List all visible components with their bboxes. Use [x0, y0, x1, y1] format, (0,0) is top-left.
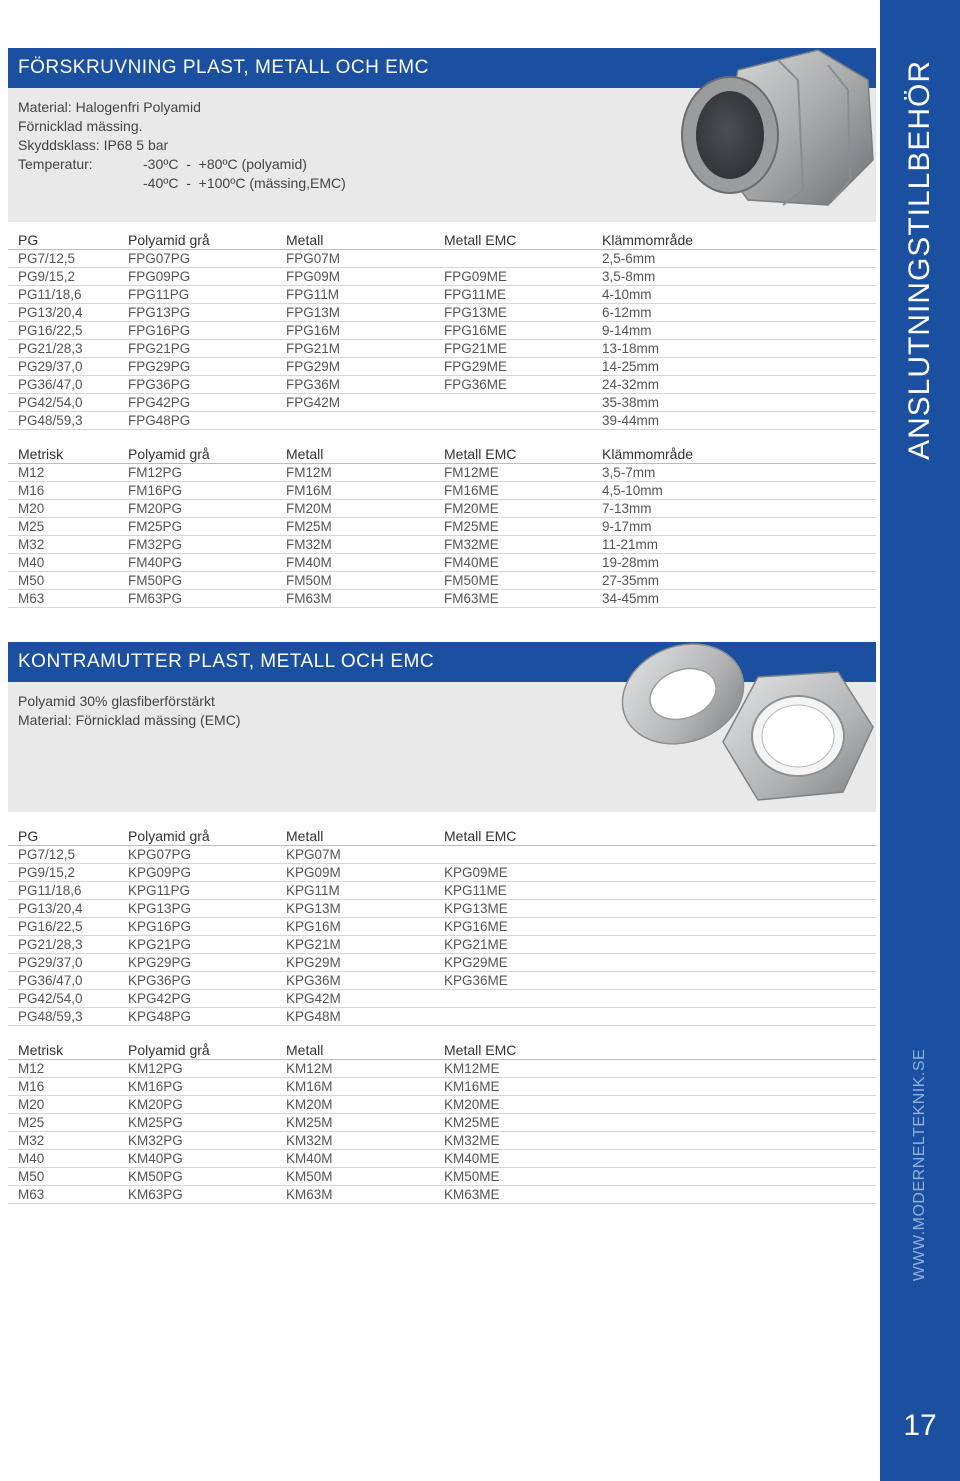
table-row	[8, 536, 876, 554]
table-row	[8, 900, 876, 918]
table-cell: 34-45mm	[592, 590, 876, 608]
table-cell: 35-38mm	[592, 394, 876, 412]
table-cell: KPG09ME	[434, 864, 876, 882]
table-cell: PG16/22,5	[8, 322, 118, 340]
table-cell: FPG29M	[276, 358, 434, 376]
locknut-info-line: Material: Förnicklad mässing (EMC)	[18, 712, 241, 728]
table-row	[8, 1078, 876, 1096]
table-cell: KM20PG	[118, 1096, 276, 1114]
table-header-row	[8, 826, 876, 846]
table-cell: PG42/54,0	[8, 394, 118, 412]
locknut-photo	[608, 632, 878, 810]
table-cell: KPG07PG	[118, 846, 276, 864]
sidebar-title: ANSLUTNINGSTILLBEHÖR	[903, 59, 936, 461]
table-cell: KPG16ME	[434, 918, 876, 936]
table-cell: KM25PG	[118, 1114, 276, 1132]
table-cell: FPG36M	[276, 376, 434, 394]
table-cell: M63	[8, 1186, 118, 1204]
table-row	[8, 1150, 876, 1168]
sidebar-website-area	[880, 1020, 960, 1310]
table-cell: FPG21PG	[118, 340, 276, 358]
table-row	[8, 1114, 876, 1132]
temperature-value: -30ºC - +80ºC (polyamid)	[143, 156, 307, 172]
table-row	[8, 322, 876, 340]
column-header: Polyamid grå	[118, 826, 276, 846]
table-cell: KPG11M	[276, 882, 434, 900]
table-cell: KM40M	[276, 1150, 434, 1168]
table-cell: KM32M	[276, 1132, 434, 1150]
table-cell: KPG48PG	[118, 1008, 276, 1026]
table-cell: KM12PG	[118, 1060, 276, 1078]
table-cell: 14-25mm	[592, 358, 876, 376]
table-cell: FM25ME	[434, 518, 592, 536]
table-row	[8, 846, 876, 864]
table-cell: KPG48M	[276, 1008, 434, 1026]
table-row	[8, 1008, 876, 1026]
table-cell: 6-12mm	[592, 304, 876, 322]
table-cell: KPG42PG	[118, 990, 276, 1008]
table-header-row	[8, 444, 876, 464]
table-cell: FM12PG	[118, 464, 276, 482]
table-row	[8, 1132, 876, 1150]
table-cell: PG7/12,5	[8, 846, 118, 864]
table-cell: 11-21mm	[592, 536, 876, 554]
table-cell: 2,5-6mm	[592, 250, 876, 268]
table-cell: M50	[8, 572, 118, 590]
website-link[interactable]: WWW.MODERNELTEKNIK.SE	[911, 1048, 928, 1282]
table-cell: KM25M	[276, 1114, 434, 1132]
table-row	[8, 864, 876, 882]
table-cell: KPG21PG	[118, 936, 276, 954]
table-cell: KPG29PG	[118, 954, 276, 972]
table-cell: M16	[8, 482, 118, 500]
gland-metric-rows	[8, 464, 876, 608]
table-cell: PG9/15,2	[8, 864, 118, 882]
table-cell: KPG16PG	[118, 918, 276, 936]
table-cell: KPG11PG	[118, 882, 276, 900]
table-cell: PG36/47,0	[8, 376, 118, 394]
table-cell: FM63ME	[434, 590, 592, 608]
table-cell: FM12ME	[434, 464, 592, 482]
table-cell: M12	[8, 464, 118, 482]
table-cell: FM16ME	[434, 482, 592, 500]
table-cell: FPG07PG	[118, 250, 276, 268]
table-cell: FPG16M	[276, 322, 434, 340]
table-row	[8, 572, 876, 590]
gland-info-line: Material: Halogenfri Polyamid	[18, 99, 201, 115]
table-cell: FM32ME	[434, 536, 592, 554]
table-row	[8, 464, 876, 482]
table-cell: FM32M	[276, 536, 434, 554]
table-cell: FM20PG	[118, 500, 276, 518]
table-cell: M12	[8, 1060, 118, 1078]
table-cell: M50	[8, 1168, 118, 1186]
table-cell	[434, 990, 876, 1008]
table-cell: FPG36PG	[118, 376, 276, 394]
temperature-value: -40ºC - +100ºC (mässing,EMC)	[143, 175, 346, 191]
table-cell: FPG16ME	[434, 322, 592, 340]
table-cell: KPG09M	[276, 864, 434, 882]
table-row	[8, 990, 876, 1008]
locknut-section-header	[8, 642, 876, 812]
table-cell: FPG29PG	[118, 358, 276, 376]
column-header: Metall	[276, 826, 434, 846]
table-cell: KM40PG	[118, 1150, 276, 1168]
table-row	[8, 250, 876, 268]
table-row	[8, 936, 876, 954]
table-cell: 4-10mm	[592, 286, 876, 304]
table-cell: KM63PG	[118, 1186, 276, 1204]
table-row	[8, 1060, 876, 1078]
table-cell: 19-28mm	[592, 554, 876, 572]
table-cell: FM63M	[276, 590, 434, 608]
table-cell: KM63M	[276, 1186, 434, 1204]
table-row	[8, 918, 876, 936]
table-cell: 13-18mm	[592, 340, 876, 358]
table-cell: FM12M	[276, 464, 434, 482]
table-cell: FM25PG	[118, 518, 276, 536]
gland-info-line: Förnicklad mässing.	[18, 118, 143, 134]
table-cell: M25	[8, 518, 118, 536]
table-row	[8, 500, 876, 518]
table-cell: KM20ME	[434, 1096, 876, 1114]
table-cell: FM40M	[276, 554, 434, 572]
table-cell: KM16PG	[118, 1078, 276, 1096]
table-cell: FPG13ME	[434, 304, 592, 322]
table-header-row	[8, 230, 876, 250]
column-header: PG	[8, 826, 118, 846]
table-cell: KM50PG	[118, 1168, 276, 1186]
table-cell: KM50M	[276, 1168, 434, 1186]
table-cell: KM16M	[276, 1078, 434, 1096]
table-cell: M32	[8, 1132, 118, 1150]
table-cell: FPG42M	[276, 394, 434, 412]
temperature-label: Temperatur:	[18, 156, 93, 172]
column-header: Metall	[276, 444, 434, 464]
gland-section-title: FÖRSKRUVNING PLAST, METALL OCH EMC	[8, 48, 876, 88]
table-cell: KM63ME	[434, 1186, 876, 1204]
table-cell: FM25M	[276, 518, 434, 536]
locknut-metric-table	[8, 1040, 876, 1204]
table-cell: FPG09M	[276, 268, 434, 286]
table-cell	[434, 1008, 876, 1026]
table-cell: PG13/20,4	[8, 304, 118, 322]
table-cell: 39-44mm	[592, 412, 876, 430]
table-row	[8, 1096, 876, 1114]
table-cell: KPG13ME	[434, 900, 876, 918]
table-cell: FM63PG	[118, 590, 276, 608]
table-cell: KPG13M	[276, 900, 434, 918]
table-cell: 9-17mm	[592, 518, 876, 536]
locknut-info-line: Polyamid 30% glasfiberförstärkt	[18, 693, 215, 709]
column-header: Metall	[276, 1040, 434, 1060]
table-cell: KPG29ME	[434, 954, 876, 972]
column-header: Klämmområde	[592, 230, 876, 250]
table-row	[8, 286, 876, 304]
table-cell: FM20M	[276, 500, 434, 518]
gland-section-header	[8, 48, 876, 222]
table-cell: PG48/59,3	[8, 1008, 118, 1026]
table-cell: KM12M	[276, 1060, 434, 1078]
table-cell: FPG21M	[276, 340, 434, 358]
table-cell: KPG09PG	[118, 864, 276, 882]
table-row	[8, 954, 876, 972]
table-row	[8, 590, 876, 608]
table-cell: KPG21ME	[434, 936, 876, 954]
table-row	[8, 1186, 876, 1204]
table-cell: KM12ME	[434, 1060, 876, 1078]
sidebar-title-area	[880, 40, 960, 480]
table-cell: KM32PG	[118, 1132, 276, 1150]
table-cell: PG42/54,0	[8, 990, 118, 1008]
table-cell: M40	[8, 554, 118, 572]
column-header: Metall EMC	[434, 826, 876, 846]
table-cell: FPG13M	[276, 304, 434, 322]
page-number: 17	[903, 1409, 937, 1442]
table-cell: PG21/28,3	[8, 936, 118, 954]
column-header: Metrisk	[8, 1040, 118, 1060]
table-cell: 9-14mm	[592, 322, 876, 340]
locknut-section-title: KONTRAMUTTER PLAST, METALL OCH EMC	[8, 642, 876, 682]
gland-info-line: Skyddsklass: IP68 5 bar	[18, 137, 169, 153]
table-cell: 3,5-7mm	[592, 464, 876, 482]
table-cell: PG7/12,5	[8, 250, 118, 268]
table-cell: PG36/47,0	[8, 972, 118, 990]
column-header: Polyamid grå	[118, 444, 276, 464]
table-cell: M63	[8, 590, 118, 608]
table-row	[8, 882, 876, 900]
locknut-pg-table	[8, 826, 876, 1026]
table-cell: PG16/22,5	[8, 918, 118, 936]
table-cell: KM40ME	[434, 1150, 876, 1168]
table-cell: KPG36ME	[434, 972, 876, 990]
table-row	[8, 268, 876, 286]
table-cell: PG11/18,6	[8, 882, 118, 900]
table-cell: M16	[8, 1078, 118, 1096]
table-cell	[276, 412, 434, 430]
table-row	[8, 394, 876, 412]
table-cell: KPG36PG	[118, 972, 276, 990]
table-cell: PG13/20,4	[8, 900, 118, 918]
table-cell: M40	[8, 1150, 118, 1168]
table-row	[8, 482, 876, 500]
table-cell: FPG09ME	[434, 268, 592, 286]
column-header: Polyamid grå	[118, 230, 276, 250]
table-cell: FM50M	[276, 572, 434, 590]
table-cell: KPG36M	[276, 972, 434, 990]
table-cell: FPG11PG	[118, 286, 276, 304]
table-cell: FM40PG	[118, 554, 276, 572]
table-row	[8, 376, 876, 394]
table-row	[8, 554, 876, 572]
table-cell: PG21/28,3	[8, 340, 118, 358]
table-row	[8, 1168, 876, 1186]
table-cell: FM50ME	[434, 572, 592, 590]
gland-pg-rows	[8, 250, 876, 430]
table-cell: KPG11ME	[434, 882, 876, 900]
table-cell: KM20M	[276, 1096, 434, 1114]
table-cell: FM32PG	[118, 536, 276, 554]
table-row	[8, 518, 876, 536]
table-cell: 4,5-10mm	[592, 482, 876, 500]
column-header: PG	[8, 230, 118, 250]
table-cell: FM20ME	[434, 500, 592, 518]
table-header-row	[8, 1040, 876, 1060]
table-cell: KM50ME	[434, 1168, 876, 1186]
table-cell: PG11/18,6	[8, 286, 118, 304]
table-cell: FM16M	[276, 482, 434, 500]
table-cell: 24-32mm	[592, 376, 876, 394]
table-row	[8, 412, 876, 430]
table-cell: FPG11ME	[434, 286, 592, 304]
table-cell: M32	[8, 536, 118, 554]
table-cell: 3,5-8mm	[592, 268, 876, 286]
table-cell: 27-35mm	[592, 572, 876, 590]
table-cell: M25	[8, 1114, 118, 1132]
table-cell	[434, 846, 876, 864]
table-row	[8, 304, 876, 322]
table-cell: KPG21M	[276, 936, 434, 954]
locknut-pg-rows	[8, 846, 876, 1026]
table-cell: FPG21ME	[434, 340, 592, 358]
column-header: Polyamid grå	[118, 1040, 276, 1060]
locknut-metric-rows	[8, 1060, 876, 1204]
table-cell	[434, 412, 592, 430]
table-cell: KPG07M	[276, 846, 434, 864]
table-cell: 7-13mm	[592, 500, 876, 518]
table-row	[8, 358, 876, 376]
table-cell: FPG42PG	[118, 394, 276, 412]
gland-pg-table	[8, 230, 876, 430]
column-header: Metall EMC	[434, 1040, 876, 1060]
table-cell: PG29/37,0	[8, 954, 118, 972]
table-cell: KM16ME	[434, 1078, 876, 1096]
table-cell: KM25ME	[434, 1114, 876, 1132]
table-cell: M20	[8, 500, 118, 518]
table-cell: PG9/15,2	[8, 268, 118, 286]
sidebar	[880, 0, 960, 1481]
table-cell: FM40ME	[434, 554, 592, 572]
table-cell: PG29/37,0	[8, 358, 118, 376]
gland-metric-table	[8, 444, 876, 608]
table-cell: FPG07M	[276, 250, 434, 268]
table-cell	[434, 250, 592, 268]
table-cell: FM50PG	[118, 572, 276, 590]
table-cell: KPG16M	[276, 918, 434, 936]
table-cell: KPG42M	[276, 990, 434, 1008]
table-cell: KPG13PG	[118, 900, 276, 918]
column-header: Metall	[276, 230, 434, 250]
table-cell: FPG48PG	[118, 412, 276, 430]
column-header: Metall EMC	[434, 444, 592, 464]
table-cell: FPG16PG	[118, 322, 276, 340]
table-row	[8, 972, 876, 990]
table-cell: KPG29M	[276, 954, 434, 972]
table-cell: FPG13PG	[118, 304, 276, 322]
cable-gland-photo	[668, 40, 878, 220]
main-content	[8, 48, 876, 1204]
column-header: Metall EMC	[434, 230, 592, 250]
column-header: Klämmområde	[592, 444, 876, 464]
table-cell: FPG09PG	[118, 268, 276, 286]
table-cell	[434, 394, 592, 412]
table-cell: FPG36ME	[434, 376, 592, 394]
table-cell: KM32ME	[434, 1132, 876, 1150]
table-cell: FPG11M	[276, 286, 434, 304]
column-header: Metrisk	[8, 444, 118, 464]
table-cell: M20	[8, 1096, 118, 1114]
table-cell: FM16PG	[118, 482, 276, 500]
table-cell: FPG29ME	[434, 358, 592, 376]
table-cell: PG48/59,3	[8, 412, 118, 430]
table-row	[8, 340, 876, 358]
